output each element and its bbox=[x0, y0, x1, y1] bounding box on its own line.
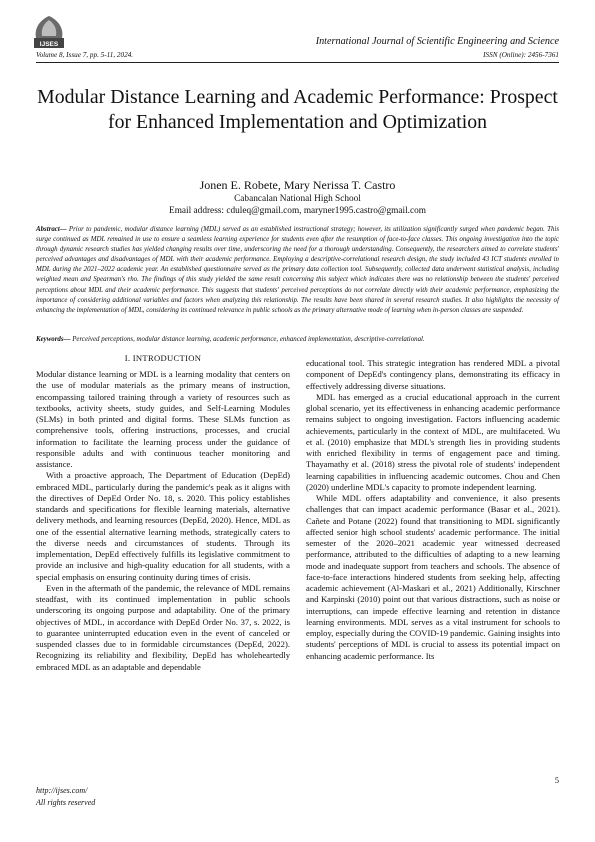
abstract-label: Abstract— bbox=[36, 226, 67, 233]
footer-rights: All rights reserved bbox=[36, 798, 96, 807]
right-column bbox=[306, 358, 560, 662]
abstract bbox=[36, 225, 559, 316]
paragraph: Modular distance learning or MDL is a learning modality that centers on the use of modular materials as the primary means of instruction, encompassing tailored training through a variety of resources such as textbooks, activity sheets, study guides, and Self-Learning Modules (SLMs) in both printed and digital forms. These SLMs function as comprehensive tools, offering instructions, processes, and crucial information to facilitate the learning process under the guidance of responsible adults and with continuous teacher monitoring and assistance. bbox=[36, 369, 290, 469]
affiliation: Cabancalan National High School bbox=[234, 194, 361, 204]
email-addresses: Email address: cduleq@gmail.com, maryner1995.castro@gmail.com bbox=[169, 206, 426, 216]
keywords-label: Keywords— bbox=[36, 336, 71, 343]
journal-logo bbox=[28, 14, 70, 50]
svg-text:IJSES: IJSES bbox=[39, 41, 59, 48]
header-rule bbox=[36, 62, 559, 63]
section-heading: I. INTRODUCTION bbox=[124, 353, 202, 363]
left-column bbox=[36, 369, 290, 673]
keywords-text: Perceived perceptions, modular distance learning, academic performance, enhanced implementation, descriptive-correlational. bbox=[70, 336, 425, 343]
authors: Jonen E. Robete, Mary Nerissa T. Castro bbox=[199, 178, 396, 192]
paragraph: educational tool. This strategic integration has rendered MDL a pivotal component of DepEd's contingency plans, demonstrating its efficacy in effectively addressing diverse situations. bbox=[306, 358, 560, 391]
page-number: 5 bbox=[554, 775, 559, 785]
volume-info: Volume 8, Issue 7, pp. 5-11, 2024. bbox=[36, 51, 134, 59]
footer-url[interactable]: http://ijses.com/ bbox=[36, 786, 88, 795]
paragraph: With a proactive approach, The Department of Education (DepEd) embraced MDL, particularly during the pandemic's peak as it aligns with the directives of DepEd Order No. 18, s. 2020. This policy establishes standards and specifications for flexible learning materials, alternative delivery methods, and learning resources (DepEd, 2020). Hence, MDL as one of the essential alternative learning methods, strategically caters to the diverse needs and circumstances of students. Through its implementation, DepEd effectively fulfills its legislative commitment to provide an inclusive and high-quality education for all students, with a special emphasis on ensuring continuity during times of crisis. bbox=[36, 470, 290, 582]
paragraph: MDL has emerged as a crucial educational approach in the current global scenario, yet its effectiveness in enhancing academic performance remains subject to ongoing investigation. Factors influencing academic achievements, particularly in the context of MDL, are multifaceted. Wu et al. (2010) emphasize that MDL's strength lies in providing students with enriched flexibility in terms of engagement pace and timing. Thayamathy et al. (2018) stress the pivotal role of students' independent learning capabilities in influencing academic outcomes. Chou and Chen (2020) underline MDL's capacity to promote independent learning. bbox=[306, 391, 560, 492]
journal-logo-icon bbox=[28, 14, 70, 50]
journal-name: International Journal of Scientific Engineering and Science bbox=[315, 36, 559, 47]
issn-info: ISSN (Online): 2456-7361 bbox=[483, 51, 559, 59]
paper-title: Modular Distance Learning and Academic Performance: Prospect for Enhanced Implementation and Optimization bbox=[37, 86, 558, 133]
paragraph: Even in the aftermath of the pandemic, the relevance of MDL remains steadfast, with its continued implementation in public schools underscoring its ongoing purpose and adaptability. One of the primary objectives of MDL, in accordance with DepEd Order No. 37, s. 2022, is to guarantee uninterrupted education even in the event of canceled or suspended classes due to in formidable circumstances (DepEd, 2022). Recognizing its reliability and flexibility, DepEd has wholeheartedly embraced MDL as an adaptable and dependable bbox=[36, 582, 290, 672]
keywords bbox=[36, 336, 559, 343]
abstract-text: Prior to pandemic, modular distance learning (MDL) served as an established instructional strategy; however, its utilization significantly surged when pandemic began. This surge continued as MDL remained in use to ensure a seamless learning experience for students even after the resumption of face-to-face classes. This ongoing investigation into the topic through dynamic research studies has yielded changing results over time, underscoring the need for a thorough understanding. Consequently, the researchers aimed to correlate students' perceived advantages and disadvantages of MDL with their academic performance. Employing a descriptive-correlational research design, the study included 43 ICT students enrolled in MDL during the 2021–2022 academic year. An established questionnaire served as the primary data collection tool. Subsequently, collected data underwent statistical analysis, including weighted mean and Spearman's rho. The findings of this study yielded the same result concerning this subject which indicates there was no relationship between the students' perceived perceptions about MDL and their academic performance. This suggests that students' perceived perceptions do not correlate directly with their academic performance, emphasizing the importance of considering additional variables and factors when analyzing this relationship. The results have been shared in several research studies. It also highlights the necessity of enhancing the implementation of MDL, considering its continued relevance in public schools as the primary alternative mode of learning when in-person classes are suspended. bbox=[36, 226, 559, 314]
paragraph: While MDL offers adaptability and convenience, it also presents challenges that can impact academic performance (Basar et al., 2021). Cañete and Potane (2022) found that transitioning to MDL significantly affected senior high school students' academic performance. The initial semester of the 2020–2021 academic year witnessed decreased performance, attributed to the difficulties of adapting to a new learning mode and inadequate support from teachers and schools. The absence of face-to-face interactions hindered students from seeking help, affecting academic achievement (Al-Maskari et al., 2021) Additionally, Kirschner and Karpinski (2010) point out that various distractions, such as noise or interruptions, can impede effective learning and retention in distance learning environments. MDL serves as a vital instrument for schools to employ, especially during the COVID-19 pandemic. Gaining insights into students' perceptions of MDL is crucial to assess its potential impact on enhancing academic performance. Its bbox=[306, 493, 560, 661]
